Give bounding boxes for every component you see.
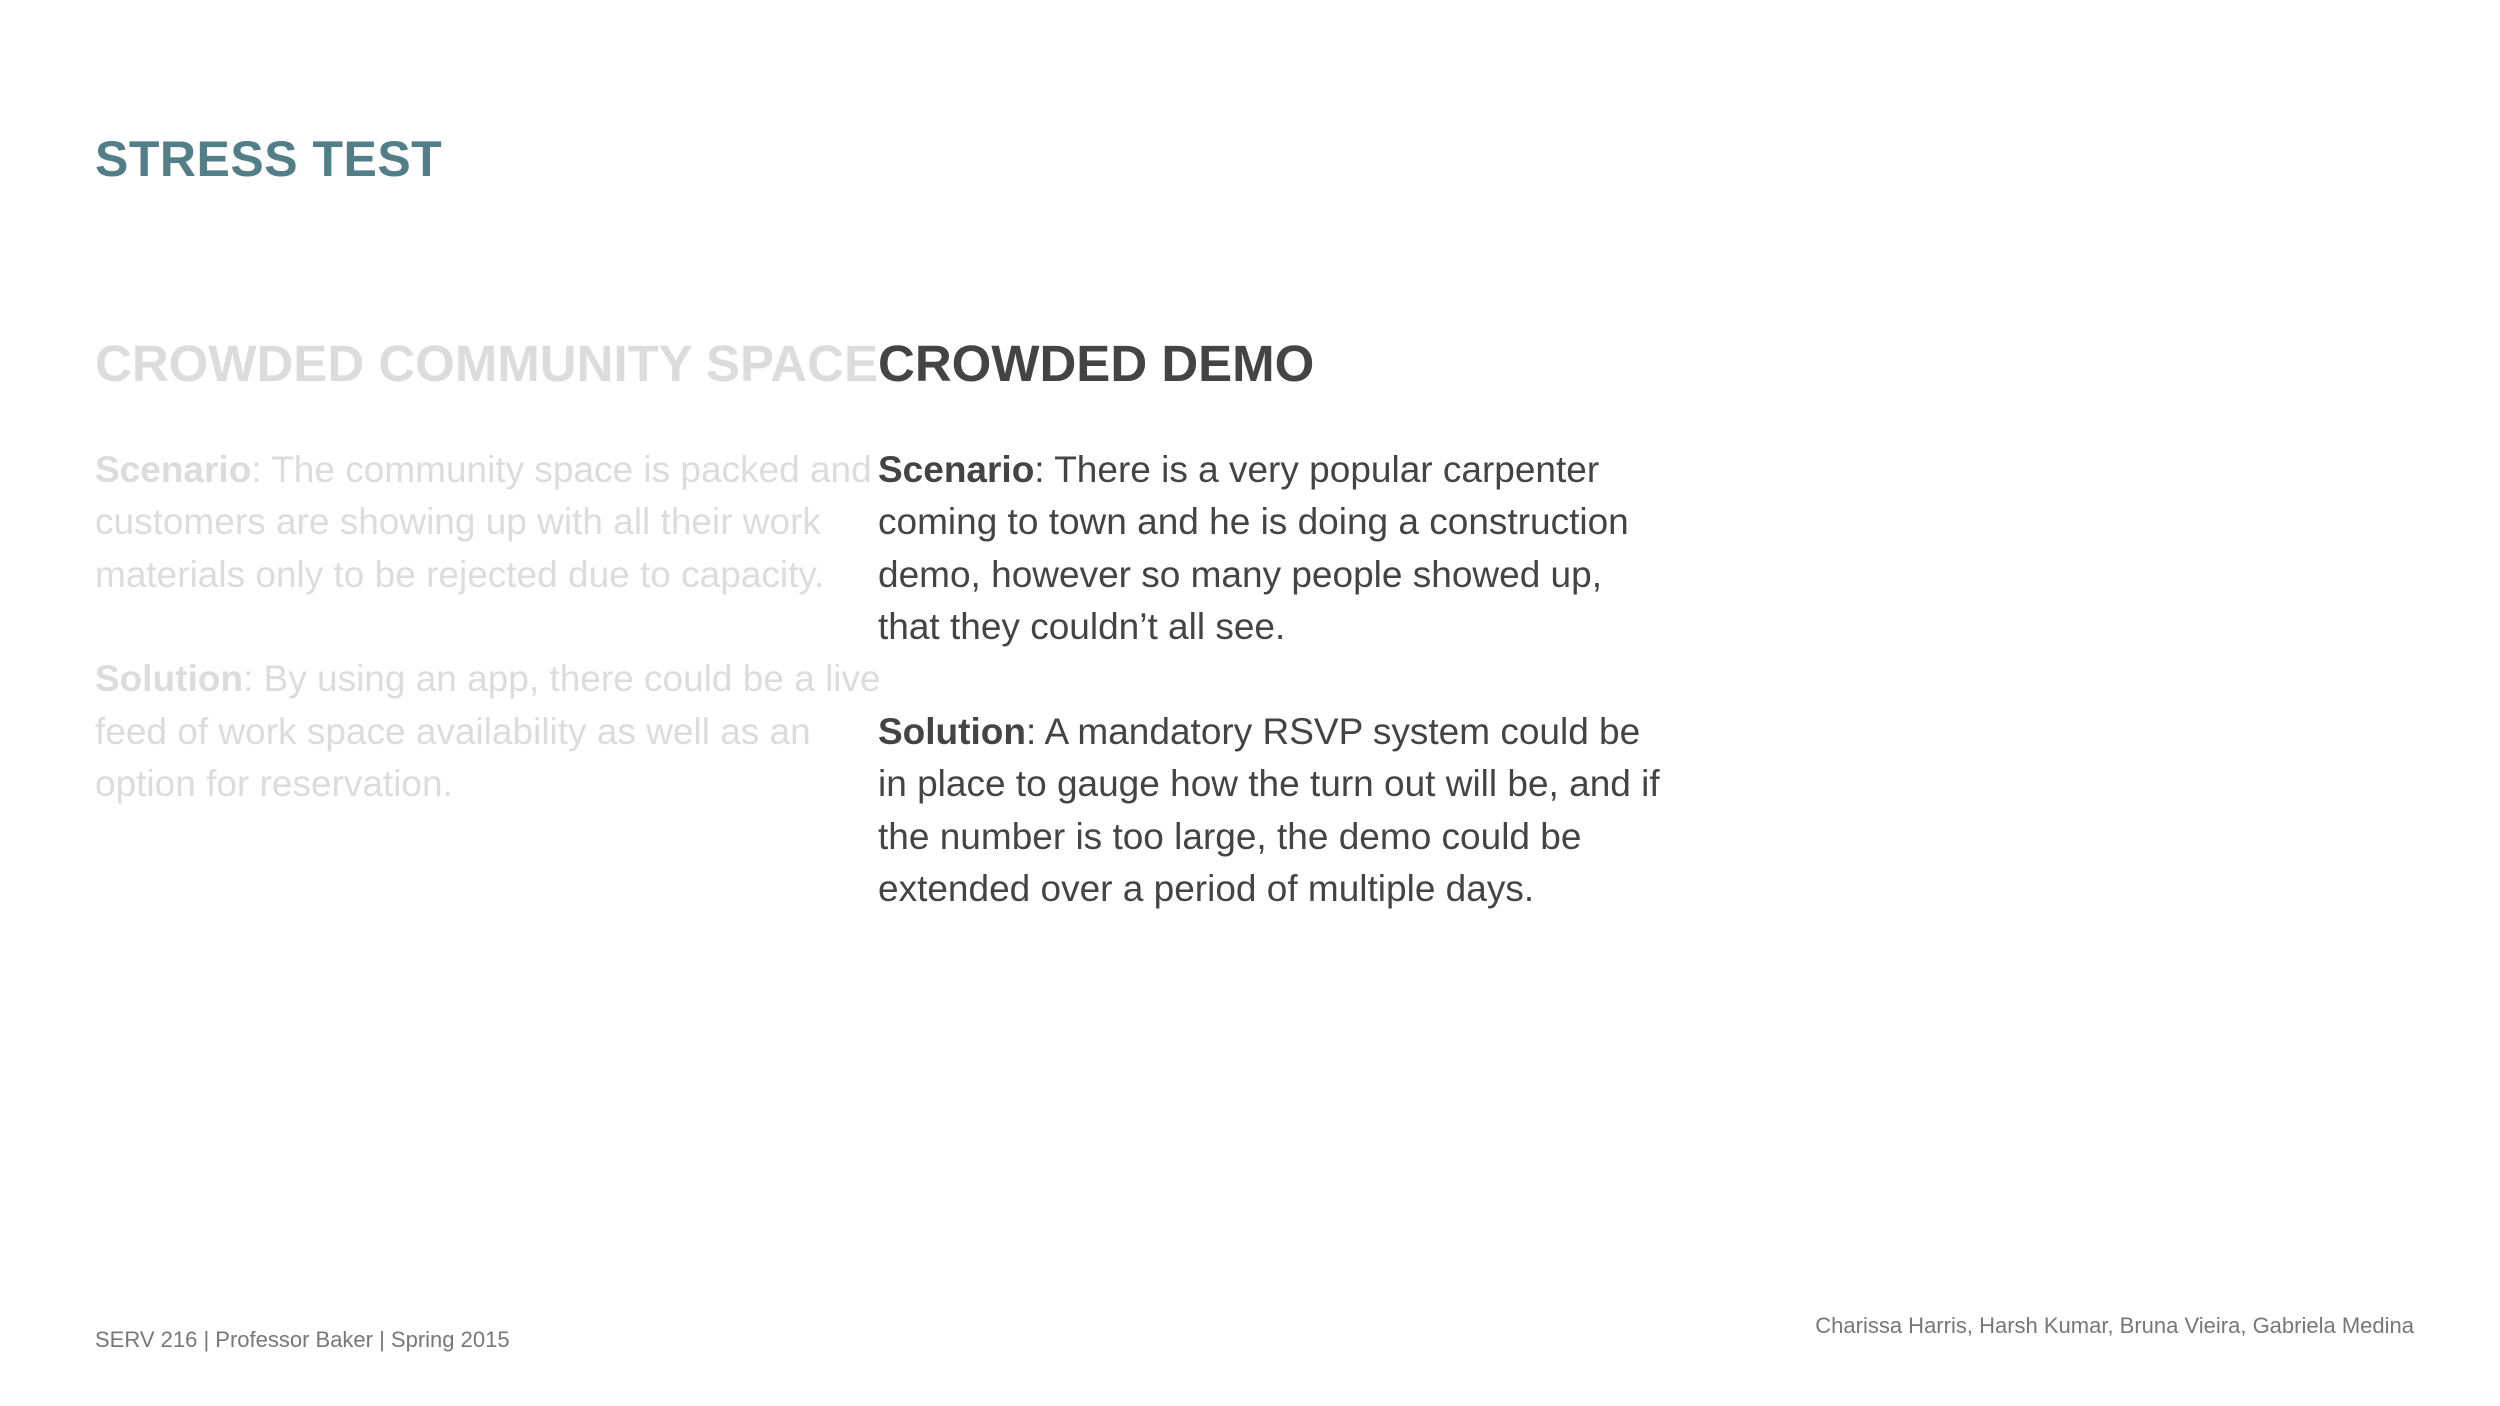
right-solution-paragraph [878, 706, 1668, 916]
footer-authors: Charissa Harris, Harsh Kumar, Bruna Vieira, Gabriela Medina [1815, 1313, 2414, 1338]
left-scenario-text: : The community space is packed and customers are showing up with all their work materials only to be rejected due to capacity. [95, 448, 872, 595]
footer-course-info: SERV 216 | Professor Baker | Spring 2015 [95, 1327, 510, 1352]
left-column-heading: CROWDED COMMUNITY SPACE [95, 335, 878, 392]
left-scenario-label: Scenario [95, 448, 252, 490]
right-solution-label: Solution [878, 710, 1026, 752]
right-column-heading: CROWDED DEMO [878, 335, 1315, 392]
right-scenario-paragraph [878, 444, 1668, 654]
left-solution-paragraph [95, 653, 885, 811]
left-solution-text: : By using an app, there could be a live feed of work space availability as well as an option for reservation. [95, 658, 881, 805]
right-scenario-label: Scenario [878, 448, 1035, 490]
slide-title: STRESS TEST [95, 131, 443, 187]
left-solution-label: Solution [95, 658, 243, 700]
right-scenario-text: : There is a very popular carpenter coming to town and he is doing a construction demo, however so many people showed up, that they couldn’t all see. [878, 448, 1629, 648]
right-column-crowded-demo [878, 335, 1668, 916]
left-column-crowded-community-space [95, 335, 885, 811]
left-scenario-paragraph [95, 444, 885, 602]
right-solution-text: : A mandatory RSVP system could be in place to gauge how the turn out will be, and if the number is too large, the demo could be extended over a period of multiple days. [878, 710, 1660, 910]
